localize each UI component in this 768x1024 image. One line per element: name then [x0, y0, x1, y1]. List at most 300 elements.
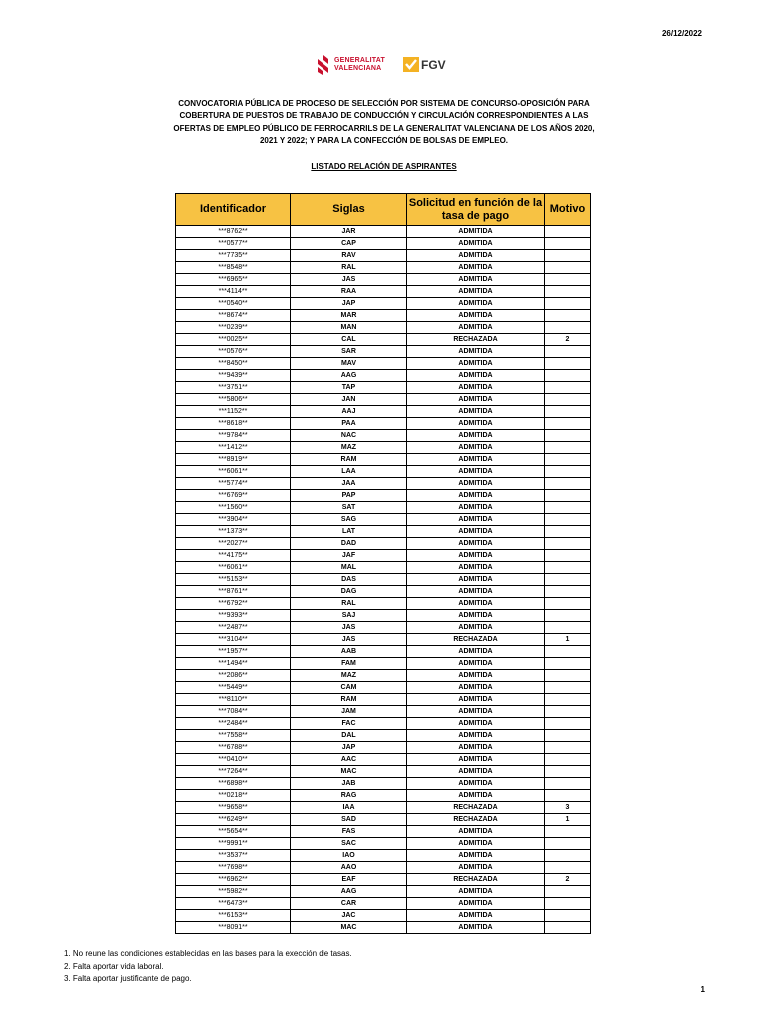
- cell-identificador: ***7735**: [176, 250, 291, 262]
- cell-solicitud: ADMITIDA: [407, 430, 545, 442]
- cell-identificador: ***0410**: [176, 754, 291, 766]
- cell-motivo: [545, 682, 591, 694]
- cell-identificador: ***5982**: [176, 886, 291, 898]
- table-row: [176, 238, 591, 250]
- cell-solicitud: ADMITIDA: [407, 310, 545, 322]
- cell-siglas: RAM: [291, 694, 407, 706]
- cell-identificador: ***3537**: [176, 850, 291, 862]
- table-row: [176, 322, 591, 334]
- cell-motivo: [545, 778, 591, 790]
- table-row: [176, 598, 591, 610]
- cell-identificador: ***6965**: [176, 274, 291, 286]
- cell-solicitud: ADMITIDA: [407, 502, 545, 514]
- table-row: [176, 898, 591, 910]
- cell-solicitud: ADMITIDA: [407, 358, 545, 370]
- document-title: CONVOCATORIA PÚBLICA DE PROCESO DE SELECCIÓN POR SISTEMA DE CONCURSO-OPOSICIÓN PARA COBERTURA DE PUESTOS DE TRABAJO DE CONDUCCIÓN Y CIRCULACIÓN CORRESPONDIENTES A LAS OFERTAS DE EMPLEO PÚBLICO DE FERROCARRILS DE LA GENERALITAT VALENCIANA DE LOS AÑOS 2020, 2021 Y 2022; Y PARA LA CONFECCIÓN DE BOLSAS DE EMPLEO.: [173, 99, 595, 145]
- table-row: [176, 358, 591, 370]
- table-row: [176, 502, 591, 514]
- cell-motivo: [545, 478, 591, 490]
- cell-siglas: EAF: [291, 874, 407, 886]
- cell-solicitud: ADMITIDA: [407, 670, 545, 682]
- table-row: [176, 622, 591, 634]
- cell-motivo: [545, 406, 591, 418]
- cell-solicitud: ADMITIDA: [407, 610, 545, 622]
- cell-motivo: [545, 274, 591, 286]
- cell-siglas: CAL: [291, 334, 407, 346]
- table-row: [176, 874, 591, 886]
- table-row: [176, 286, 591, 298]
- cell-motivo: [545, 502, 591, 514]
- cell-identificador: ***3751**: [176, 382, 291, 394]
- footnote-2: 2. Falta aportar vida laboral.: [64, 961, 164, 971]
- table-row: [176, 838, 591, 850]
- cell-identificador: ***0577**: [176, 238, 291, 250]
- cell-solicitud: ADMITIDA: [407, 454, 545, 466]
- cell-solicitud: ADMITIDA: [407, 694, 545, 706]
- cell-solicitud: ADMITIDA: [407, 730, 545, 742]
- cell-solicitud: ADMITIDA: [407, 862, 545, 874]
- cell-identificador: ***8761**: [176, 586, 291, 598]
- cell-siglas: RAG: [291, 790, 407, 802]
- cell-identificador: ***7698**: [176, 862, 291, 874]
- cell-solicitud: ADMITIDA: [407, 550, 545, 562]
- table-row: [176, 790, 591, 802]
- cell-siglas: AAJ: [291, 406, 407, 418]
- cell-siglas: JAP: [291, 742, 407, 754]
- table-row: [176, 550, 591, 562]
- cell-motivo: [545, 442, 591, 454]
- header-motivo: Motivo: [545, 194, 591, 226]
- table-row: [176, 478, 591, 490]
- cell-motivo: 1: [545, 814, 591, 826]
- table-row: [176, 886, 591, 898]
- cell-solicitud: ADMITIDA: [407, 586, 545, 598]
- cell-solicitud: ADMITIDA: [407, 742, 545, 754]
- gva-logo-line2: VALENCIANA: [334, 65, 382, 72]
- cell-motivo: [545, 646, 591, 658]
- cell-siglas: PAA: [291, 418, 407, 430]
- cell-identificador: ***8919**: [176, 454, 291, 466]
- cell-siglas: FAC: [291, 718, 407, 730]
- fgv-logo: [403, 57, 446, 72]
- cell-motivo: [545, 526, 591, 538]
- page-number: 1: [700, 985, 705, 994]
- table-row: [176, 490, 591, 502]
- cell-solicitud: ADMITIDA: [407, 250, 545, 262]
- cell-solicitud: ADMITIDA: [407, 646, 545, 658]
- cell-siglas: DAD: [291, 538, 407, 550]
- table-row: [176, 802, 591, 814]
- cell-identificador: ***2086**: [176, 670, 291, 682]
- cell-identificador: ***7264**: [176, 766, 291, 778]
- cell-solicitud: ADMITIDA: [407, 658, 545, 670]
- table-row: [176, 454, 591, 466]
- cell-motivo: [545, 598, 591, 610]
- cell-identificador: ***9658**: [176, 802, 291, 814]
- cell-solicitud: ADMITIDA: [407, 538, 545, 550]
- cell-siglas: DAL: [291, 730, 407, 742]
- cell-solicitud: RECHAZADA: [407, 802, 545, 814]
- cell-identificador: ***3904**: [176, 514, 291, 526]
- cell-siglas: JAF: [291, 550, 407, 562]
- cell-motivo: [545, 898, 591, 910]
- cell-identificador: ***8091**: [176, 922, 291, 934]
- cell-identificador: ***5153**: [176, 574, 291, 586]
- cell-motivo: [545, 574, 591, 586]
- table-row: [176, 730, 591, 742]
- cell-identificador: ***0576**: [176, 346, 291, 358]
- cell-solicitud: ADMITIDA: [407, 706, 545, 718]
- cell-identificador: ***4114**: [176, 286, 291, 298]
- cell-motivo: [545, 322, 591, 334]
- cell-solicitud: ADMITIDA: [407, 790, 545, 802]
- cell-motivo: [545, 250, 591, 262]
- fgv-check-icon: [403, 57, 419, 72]
- cell-solicitud: ADMITIDA: [407, 382, 545, 394]
- cell-motivo: [545, 514, 591, 526]
- table-row: [176, 466, 591, 478]
- table-row: [176, 298, 591, 310]
- footnote-3: 3. Falta aportar justificante de pago.: [64, 974, 192, 983]
- cell-solicitud: RECHAZADA: [407, 814, 545, 826]
- cell-identificador: ***1412**: [176, 442, 291, 454]
- cell-motivo: [545, 358, 591, 370]
- cell-motivo: [545, 706, 591, 718]
- cell-motivo: [545, 754, 591, 766]
- cell-siglas: SAC: [291, 838, 407, 850]
- cell-siglas: MAC: [291, 922, 407, 934]
- footnote-1: 1. No reune las condiciones establecidas en las bases para la exección de tasas.: [64, 949, 352, 958]
- cell-motivo: [545, 490, 591, 502]
- cell-solicitud: ADMITIDA: [407, 478, 545, 490]
- cell-siglas: MAZ: [291, 670, 407, 682]
- cell-identificador: ***8618**: [176, 418, 291, 430]
- cell-identificador: ***1957**: [176, 646, 291, 658]
- cell-solicitud: ADMITIDA: [407, 526, 545, 538]
- cell-solicitud: ADMITIDA: [407, 922, 545, 934]
- cell-siglas: SAG: [291, 514, 407, 526]
- cell-siglas: IAA: [291, 802, 407, 814]
- cell-motivo: [545, 670, 591, 682]
- table-row: [176, 370, 591, 382]
- cell-motivo: [545, 562, 591, 574]
- cell-siglas: AAG: [291, 370, 407, 382]
- gva-logo-line1: GENERALITAT: [334, 57, 385, 64]
- cell-solicitud: ADMITIDA: [407, 346, 545, 358]
- table-row: [176, 382, 591, 394]
- cell-motivo: [545, 454, 591, 466]
- cell-solicitud: ADMITIDA: [407, 622, 545, 634]
- cell-motivo: [545, 730, 591, 742]
- cell-siglas: SAJ: [291, 610, 407, 622]
- cell-identificador: ***6962**: [176, 874, 291, 886]
- table-row: [176, 778, 591, 790]
- cell-solicitud: ADMITIDA: [407, 598, 545, 610]
- cell-solicitud: RECHAZADA: [407, 634, 545, 646]
- cell-motivo: [545, 694, 591, 706]
- cell-motivo: [545, 286, 591, 298]
- cell-identificador: ***6788**: [176, 742, 291, 754]
- cell-motivo: [545, 538, 591, 550]
- cell-identificador: ***2484**: [176, 718, 291, 730]
- cell-identificador: ***8450**: [176, 358, 291, 370]
- table-row: [176, 562, 591, 574]
- cell-identificador: ***1373**: [176, 526, 291, 538]
- cell-identificador: ***0540**: [176, 298, 291, 310]
- cell-solicitud: ADMITIDA: [407, 778, 545, 790]
- cell-siglas: AAC: [291, 754, 407, 766]
- cell-siglas: MAR: [291, 310, 407, 322]
- cell-siglas: SAR: [291, 346, 407, 358]
- cell-solicitud: ADMITIDA: [407, 466, 545, 478]
- cell-siglas: PAP: [291, 490, 407, 502]
- cell-identificador: ***0218**: [176, 790, 291, 802]
- cell-motivo: [545, 238, 591, 250]
- cell-identificador: ***6898**: [176, 778, 291, 790]
- cell-siglas: MAN: [291, 322, 407, 334]
- cell-identificador: ***8548**: [176, 262, 291, 274]
- cell-motivo: [545, 658, 591, 670]
- generalitat-valenciana-logo: [316, 52, 385, 78]
- applicants-table: [175, 193, 591, 934]
- cell-motivo: [545, 466, 591, 478]
- cell-identificador: ***0239**: [176, 322, 291, 334]
- cell-solicitud: ADMITIDA: [407, 490, 545, 502]
- cell-motivo: 1: [545, 634, 591, 646]
- cell-siglas: FAS: [291, 826, 407, 838]
- cell-solicitud: ADMITIDA: [407, 766, 545, 778]
- cell-identificador: ***8674**: [176, 310, 291, 322]
- cell-solicitud: ADMITIDA: [407, 322, 545, 334]
- cell-solicitud: ADMITIDA: [407, 298, 545, 310]
- header-siglas: Siglas: [291, 194, 407, 226]
- cell-solicitud: ADMITIDA: [407, 226, 545, 238]
- gva-emblem-icon: [316, 54, 330, 76]
- table-row: [176, 430, 591, 442]
- cell-solicitud: ADMITIDA: [407, 274, 545, 286]
- cell-siglas: JAA: [291, 478, 407, 490]
- cell-motivo: 2: [545, 334, 591, 346]
- table-row: [176, 418, 591, 430]
- cell-siglas: JAR: [291, 226, 407, 238]
- table-row: [176, 274, 591, 286]
- cell-motivo: [545, 370, 591, 382]
- cell-identificador: ***2487**: [176, 622, 291, 634]
- cell-solicitud: ADMITIDA: [407, 886, 545, 898]
- cell-solicitud: ADMITIDA: [407, 826, 545, 838]
- cell-solicitud: ADMITIDA: [407, 898, 545, 910]
- table-row: [176, 754, 591, 766]
- cell-solicitud: ADMITIDA: [407, 418, 545, 430]
- cell-identificador: ***9784**: [176, 430, 291, 442]
- table-row: [176, 658, 591, 670]
- cell-solicitud: ADMITIDA: [407, 394, 545, 406]
- table-row: [176, 514, 591, 526]
- table-row: [176, 346, 591, 358]
- table-row: [176, 862, 591, 874]
- cell-identificador: ***6061**: [176, 466, 291, 478]
- cell-solicitud: ADMITIDA: [407, 370, 545, 382]
- cell-siglas: JAP: [291, 298, 407, 310]
- cell-identificador: ***5806**: [176, 394, 291, 406]
- header-logos: [316, 52, 456, 78]
- cell-siglas: SAT: [291, 502, 407, 514]
- table-row: [176, 682, 591, 694]
- cell-identificador: ***6249**: [176, 814, 291, 826]
- cell-solicitud: ADMITIDA: [407, 838, 545, 850]
- cell-motivo: [545, 790, 591, 802]
- cell-siglas: RAL: [291, 598, 407, 610]
- cell-motivo: [545, 862, 591, 874]
- cell-solicitud: ADMITIDA: [407, 718, 545, 730]
- cell-siglas: AAB: [291, 646, 407, 658]
- table-row: [176, 538, 591, 550]
- cell-siglas: MAL: [291, 562, 407, 574]
- cell-identificador: ***8762**: [176, 226, 291, 238]
- table-row: [176, 526, 591, 538]
- table-row: [176, 826, 591, 838]
- table-row: [176, 634, 591, 646]
- cell-motivo: [545, 382, 591, 394]
- cell-motivo: [545, 346, 591, 358]
- table-row: [176, 406, 591, 418]
- table-row: [176, 922, 591, 934]
- cell-solicitud: ADMITIDA: [407, 514, 545, 526]
- cell-solicitud: ADMITIDA: [407, 286, 545, 298]
- cell-solicitud: RECHAZADA: [407, 334, 545, 346]
- cell-identificador: ***9991**: [176, 838, 291, 850]
- cell-solicitud: ADMITIDA: [407, 682, 545, 694]
- table-row: [176, 262, 591, 274]
- cell-identificador: ***1152**: [176, 406, 291, 418]
- cell-siglas: JAC: [291, 910, 407, 922]
- cell-motivo: [545, 718, 591, 730]
- cell-identificador: ***4175**: [176, 550, 291, 562]
- cell-identificador: ***3104**: [176, 634, 291, 646]
- table-row: [176, 850, 591, 862]
- cell-motivo: [545, 610, 591, 622]
- table-row: [176, 310, 591, 322]
- table-header-row: [176, 194, 591, 226]
- cell-identificador: ***5774**: [176, 478, 291, 490]
- cell-identificador: ***6769**: [176, 490, 291, 502]
- cell-motivo: [545, 910, 591, 922]
- table-row: [176, 250, 591, 262]
- cell-motivo: [545, 826, 591, 838]
- table-row: [176, 670, 591, 682]
- cell-solicitud: ADMITIDA: [407, 262, 545, 274]
- table-row: [176, 910, 591, 922]
- table-row: [176, 586, 591, 598]
- cell-siglas: CAP: [291, 238, 407, 250]
- table-row: [176, 706, 591, 718]
- table-row: [176, 742, 591, 754]
- cell-solicitud: ADMITIDA: [407, 562, 545, 574]
- cell-motivo: [545, 742, 591, 754]
- cell-motivo: [545, 922, 591, 934]
- cell-identificador: ***1494**: [176, 658, 291, 670]
- cell-siglas: JAS: [291, 622, 407, 634]
- cell-siglas: LAA: [291, 466, 407, 478]
- header-solicitud: Solicitud en función de la tasa de pago: [407, 194, 545, 226]
- cell-motivo: [545, 430, 591, 442]
- fgv-logo-text: FGV: [421, 57, 446, 72]
- table-row: [176, 574, 591, 586]
- table-row: [176, 610, 591, 622]
- cell-motivo: 3: [545, 802, 591, 814]
- header-identificador: Identificador: [176, 194, 291, 226]
- cell-solicitud: ADMITIDA: [407, 238, 545, 250]
- table-row: [176, 766, 591, 778]
- cell-identificador: ***5449**: [176, 682, 291, 694]
- cell-solicitud: RECHAZADA: [407, 874, 545, 886]
- cell-siglas: TAP: [291, 382, 407, 394]
- cell-identificador: ***5654**: [176, 826, 291, 838]
- cell-motivo: 2: [545, 874, 591, 886]
- table-row: [176, 334, 591, 346]
- cell-motivo: [545, 766, 591, 778]
- cell-motivo: [545, 886, 591, 898]
- cell-siglas: DAS: [291, 574, 407, 586]
- cell-siglas: AAG: [291, 886, 407, 898]
- cell-identificador: ***6153**: [176, 910, 291, 922]
- cell-siglas: LAT: [291, 526, 407, 538]
- cell-solicitud: ADMITIDA: [407, 850, 545, 862]
- document-date: 26/12/2022: [661, 29, 702, 38]
- cell-identificador: ***8110**: [176, 694, 291, 706]
- cell-solicitud: ADMITIDA: [407, 910, 545, 922]
- cell-motivo: [545, 310, 591, 322]
- cell-siglas: FAM: [291, 658, 407, 670]
- cell-motivo: [545, 622, 591, 634]
- cell-siglas: MAZ: [291, 442, 407, 454]
- cell-siglas: NAC: [291, 430, 407, 442]
- cell-siglas: JAB: [291, 778, 407, 790]
- table-row: [176, 718, 591, 730]
- cell-identificador: ***9439**: [176, 370, 291, 382]
- cell-motivo: [545, 394, 591, 406]
- cell-identificador: ***1560**: [176, 502, 291, 514]
- list-title: LISTADO RELACIÓN DE ASPIRANTES: [311, 162, 457, 171]
- cell-motivo: [545, 550, 591, 562]
- table-row: [176, 394, 591, 406]
- cell-identificador: ***0025**: [176, 334, 291, 346]
- cell-siglas: MAV: [291, 358, 407, 370]
- cell-siglas: SAD: [291, 814, 407, 826]
- cell-siglas: RAL: [291, 262, 407, 274]
- cell-motivo: [545, 850, 591, 862]
- cell-identificador: ***7558**: [176, 730, 291, 742]
- cell-siglas: JAN: [291, 394, 407, 406]
- cell-siglas: JAS: [291, 274, 407, 286]
- table-row: [176, 442, 591, 454]
- cell-siglas: DAG: [291, 586, 407, 598]
- cell-solicitud: ADMITIDA: [407, 406, 545, 418]
- cell-motivo: [545, 298, 591, 310]
- cell-motivo: [545, 418, 591, 430]
- cell-solicitud: ADMITIDA: [407, 442, 545, 454]
- cell-identificador: ***6792**: [176, 598, 291, 610]
- cell-siglas: AAO: [291, 862, 407, 874]
- cell-siglas: MAC: [291, 766, 407, 778]
- cell-siglas: RAM: [291, 454, 407, 466]
- cell-solicitud: ADMITIDA: [407, 574, 545, 586]
- cell-identificador: ***6061**: [176, 562, 291, 574]
- cell-siglas: IAO: [291, 850, 407, 862]
- cell-identificador: ***2027**: [176, 538, 291, 550]
- cell-motivo: [545, 262, 591, 274]
- cell-siglas: JAM: [291, 706, 407, 718]
